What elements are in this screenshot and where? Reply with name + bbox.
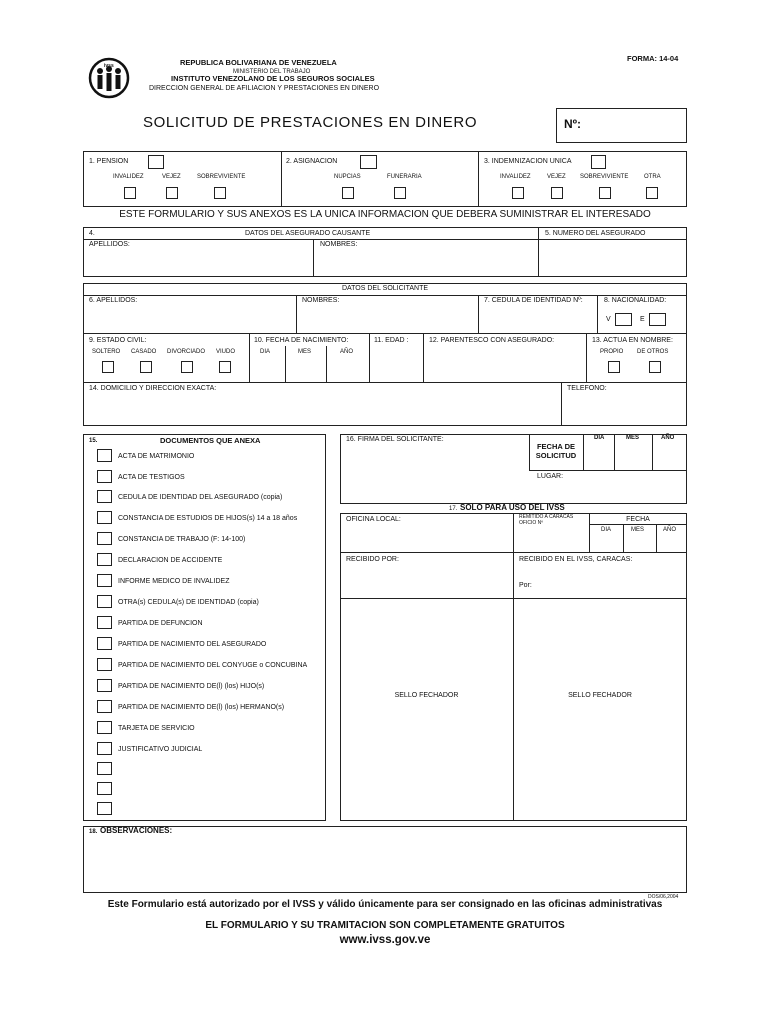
nacionalidad-v-checkbox[interactable] xyxy=(615,313,632,326)
documento-label: PARTIDA DE NACIMIENTO DE(l) (los) HERMANO(s) xyxy=(118,704,285,711)
indemn-opt-vejez: VEJEZ xyxy=(547,174,566,180)
documento-checkbox[interactable] xyxy=(97,470,112,483)
documento-label: PARTIDA DE NACIMIENTO DEL CONYUGE o CONCUBINA xyxy=(118,662,308,669)
asignacion-opt-funeraria: FUNERARIA xyxy=(387,174,422,180)
recibido-por-label: RECIBIDO POR: xyxy=(346,556,399,563)
firma-dia-label: DIA xyxy=(594,435,605,441)
cedula-label: 7. CEDULA DE IDENTIDAD Nº: xyxy=(484,297,583,304)
documento-checkbox[interactable] xyxy=(97,658,112,671)
pension-opt-invalidez: INVALIDEZ xyxy=(113,174,144,180)
oficio-label: OFICIO Nº xyxy=(519,520,544,526)
domicilio-label: 14. DOMICILIO Y DIRECCION EXACTA: xyxy=(89,385,217,392)
asignacion-funeraria-checkbox[interactable] xyxy=(394,187,406,199)
estado-soltero-label: SOLTERO xyxy=(92,349,121,355)
ivss-dia-label: DIA xyxy=(601,527,612,533)
parentesco-label: 12. PARENTESCO CON ASEGURADO: xyxy=(429,337,555,344)
documento-label: ACTA DE MATRIMONIO xyxy=(118,453,195,460)
documento-label: ACTA DE TESTIGOS xyxy=(118,474,185,481)
asegurado-num: 4. xyxy=(89,230,95,237)
firma-ano-label: AÑO xyxy=(661,435,675,441)
estado-casado-label: CASADO xyxy=(131,349,157,355)
solicitante-title: DATOS DEL SOLICITANTE xyxy=(341,285,429,292)
ivss-mes-label: MES xyxy=(631,527,645,533)
de-otros-label: DE OTROS xyxy=(637,349,669,355)
ivss-num: 17. xyxy=(449,506,458,512)
documento-checkbox[interactable] xyxy=(97,700,112,713)
pension-opt-vejez: VEJEZ xyxy=(162,174,181,180)
nacionalidad-label: 8. NACIONALIDAD: xyxy=(604,297,667,304)
fecha-nac-dia-label: DIA xyxy=(260,349,271,355)
propio-checkbox[interactable] xyxy=(608,361,620,373)
indemn-vejez-checkbox[interactable] xyxy=(551,187,563,199)
oficina-local-label: OFICINA LOCAL: xyxy=(346,516,401,523)
documento-checkbox[interactable] xyxy=(97,742,112,755)
indemn-opt-sobreviviente: SOBREVIVIENTE xyxy=(580,174,629,180)
documento-label: PARTIDA DE NACIMIENTO DEL ASEGURADO xyxy=(118,641,267,648)
documento-label: DECLARACION DE ACCIDENTE xyxy=(118,557,223,564)
documento-checkbox[interactable] xyxy=(97,574,112,587)
documento-label: CEDULA DE IDENTIDAD DEL ASEGURADO (copia) xyxy=(118,494,283,501)
divorciado-checkbox[interactable] xyxy=(181,361,193,373)
ivss-title: SOLO PARA USO DEL IVSS xyxy=(460,503,565,512)
remitido-label: REMITIDO A CARACAS xyxy=(519,514,574,520)
asegurado-title: DATOS DEL ASEGURADO CAUSANTE xyxy=(245,230,371,237)
documento-checkbox[interactable] xyxy=(97,449,112,462)
pension-checkbox[interactable] xyxy=(148,155,164,169)
notice-text: ESTE FORMULARIO Y SUS ANEXOS ES LA UNICA INFORMACION QUE DEBERA SUMINISTRAR EL INTERESADO xyxy=(119,209,651,220)
asegurado-nombres-label: NOMBRES: xyxy=(320,241,358,248)
asignacion-opt-nupcias: NUPCIAS xyxy=(334,174,361,180)
actua-label: 13. ACTUA EN NOMBRE: xyxy=(592,337,673,344)
footer-code: DOS/06,2004 xyxy=(648,894,679,900)
estado-divorciado-label: DIVORCIADO xyxy=(167,349,206,355)
asignacion-label: 2. ASIGNACION xyxy=(286,158,338,165)
header-line-3: INSTITUTO VENEZOLANO DE LOS SEGUROS SOCIALES xyxy=(171,74,375,83)
fecha-nac-ano-label: AÑO xyxy=(340,349,354,355)
documento-checkbox[interactable] xyxy=(97,511,112,524)
asignacion-checkbox[interactable] xyxy=(360,155,377,169)
footer-url[interactable]: www.ivss.gov.ve xyxy=(339,934,431,946)
casado-checkbox[interactable] xyxy=(140,361,152,373)
telefono-label: TELEFONO: xyxy=(567,385,607,392)
footer-line-1: Este Formulario está autorizado por el IVSS y válido únicamente para ser consignado en las oficinas administrativas xyxy=(107,899,663,910)
por-label: Por: xyxy=(519,582,532,589)
lugar-label: LUGAR: xyxy=(537,473,564,480)
form-title: SOLICITUD DE PRESTACIONES EN DINERO xyxy=(143,114,478,131)
firma-label: 16. FIRMA DEL SOLICITANTE: xyxy=(346,436,444,443)
estado-viudo-label: VIUDO xyxy=(216,349,236,355)
documento-label: PARTIDA DE NACIMIENTO DE(l) (los) HIJO(s) xyxy=(118,683,265,690)
asegurado-apellidos-label: APELLIDOS: xyxy=(89,241,130,248)
documento-label: PARTIDA DE DEFUNCION xyxy=(118,620,203,627)
documento-checkbox[interactable] xyxy=(97,782,112,795)
indemn-invalidez-checkbox[interactable] xyxy=(512,187,524,199)
pension-sobreviviente-checkbox[interactable] xyxy=(214,187,226,199)
pension-opt-sobreviviente: SOBREVIVIENTE xyxy=(197,174,246,180)
recibido-en-label: RECIBIDO EN EL IVSS, CARACAS: xyxy=(519,556,633,563)
ivss-fecha-label: FECHA xyxy=(626,516,650,523)
de-otros-checkbox[interactable] xyxy=(649,361,661,373)
fecha-nacimiento-label: 10. FECHA DE NACIMIENTO: xyxy=(254,337,349,344)
fecha-solicitud-label: FECHA DE SOLICITUD xyxy=(535,442,577,460)
nacionalidad-e-checkbox[interactable] xyxy=(649,313,666,326)
indemn-opt-otra: OTRA xyxy=(644,174,661,180)
asignacion-nupcias-checkbox[interactable] xyxy=(342,187,354,199)
documento-label: TARJETA DE SERVICIO xyxy=(118,725,195,732)
documento-checkbox[interactable] xyxy=(97,616,112,629)
documento-checkbox[interactable] xyxy=(97,637,112,650)
header-line-2: MINISTERIO DEL TRABAJO xyxy=(233,69,311,75)
documento-label: CONSTANCIA DE ESTUDIOS DE HIJOS(s) 14 a 18 años xyxy=(118,515,298,522)
documento-checkbox[interactable] xyxy=(97,532,112,545)
documento-checkbox[interactable] xyxy=(97,762,112,775)
numero-asegurado-label: 5. NUMERO DEL ASEGURADO xyxy=(545,230,646,237)
firma-mes-label: MES xyxy=(626,435,640,441)
pension-label: 1. PENSION xyxy=(89,158,129,165)
solicitante-apellidos-label: 6. APELLIDOS: xyxy=(89,297,138,304)
edad-label: 11. EDAD : xyxy=(374,337,409,344)
documento-label: CONSTANCIA DE TRABAJO (F: 14-100) xyxy=(118,536,246,543)
logo-text: ivss xyxy=(104,63,114,69)
documento-checkbox[interactable] xyxy=(97,679,112,692)
documento-checkbox[interactable] xyxy=(97,490,112,503)
soltero-checkbox[interactable] xyxy=(102,361,114,373)
sello-fechador-2: SELLO FECHADOR xyxy=(568,692,632,699)
propio-label: PROPIO xyxy=(600,349,624,355)
indemnizacion-checkbox[interactable] xyxy=(591,155,606,169)
header-line-1: REPUBLICA BOLIVARIANA DE VENEZUELA xyxy=(180,58,337,67)
documento-label: JUSTIFICATIVO JUDICIAL xyxy=(118,746,203,753)
nacionalidad-v-label: V xyxy=(606,316,611,323)
firma-section xyxy=(340,434,687,504)
sello-fechador-1: SELLO FECHADOR xyxy=(394,692,459,699)
observaciones-section xyxy=(83,826,687,893)
indemn-opt-invalidez: INVALIDEZ xyxy=(500,174,531,180)
observaciones-num: 18. xyxy=(89,829,98,835)
footer-line-2: EL FORMULARIO Y SU TRAMITACION SON COMPLETAMENTE GRATUITOS xyxy=(205,920,565,931)
documentos-title: DOCUMENTOS QUE ANEXA xyxy=(160,436,261,445)
indemnizacion-label: 3. INDEMNIZACION UNICA xyxy=(484,158,572,165)
documento-checkbox[interactable] xyxy=(97,553,112,566)
pension-invalidez-checkbox[interactable] xyxy=(124,187,136,199)
indemn-sobreviviente-checkbox[interactable] xyxy=(599,187,611,199)
documento-checkbox[interactable] xyxy=(97,802,112,815)
header-line-4: DIRECCION GENERAL DE AFILIACION Y PRESTACIONES EN DINERO xyxy=(149,85,380,92)
estado-civil-label: 9. ESTADO CIVIL: xyxy=(89,337,147,344)
ivss-ano-label: AÑO xyxy=(663,527,677,533)
documentos-num: 15. xyxy=(89,438,98,444)
numero-label: Nº: xyxy=(564,117,582,131)
documento-label: OTRA(s) CEDULA(s) DE IDENTIDAD (copia) xyxy=(118,599,259,606)
documento-label: INFORME MEDICO DE INVALIDEZ xyxy=(118,578,230,585)
indemn-otra-checkbox[interactable] xyxy=(646,187,658,199)
solicitante-nombres-label: NOMBRES: xyxy=(302,297,340,304)
documento-checkbox[interactable] xyxy=(97,595,112,608)
observaciones-label: OBSERVACIONES: xyxy=(100,826,173,835)
documento-checkbox[interactable] xyxy=(97,721,112,734)
pension-vejez-checkbox[interactable] xyxy=(166,187,178,199)
fecha-nac-mes-label: MES xyxy=(298,349,312,355)
nacionalidad-e-label: E xyxy=(640,316,645,323)
viudo-checkbox[interactable] xyxy=(219,361,231,373)
form-code: FORMA: 14-04 xyxy=(627,54,679,63)
